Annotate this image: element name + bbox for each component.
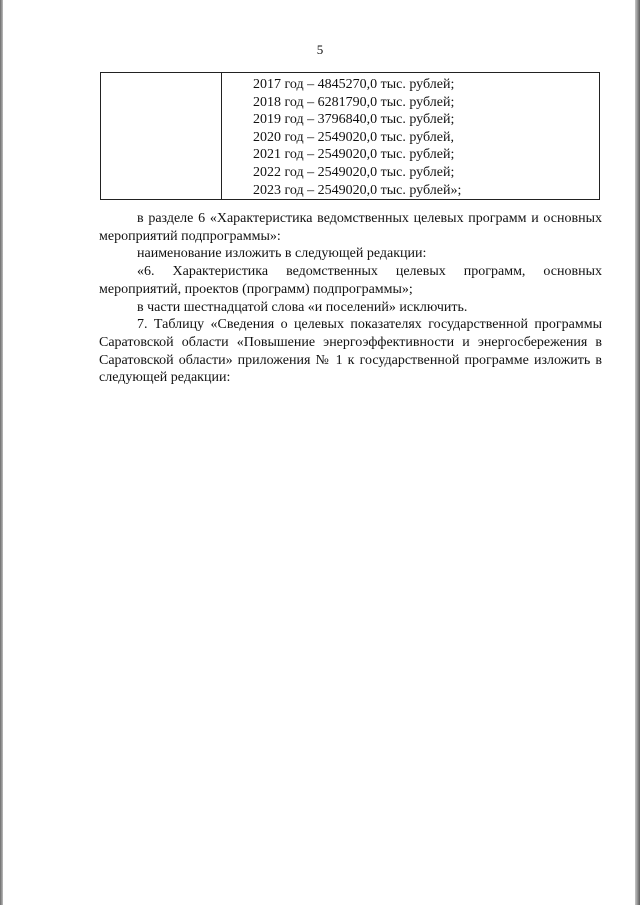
paragraph-section-6: в разделе 6 «Характеристика ведомственных целевых программ и основных мероприятий подпрограммы»: [99,211,602,244]
budget-line-2020: 2020 год – 2549020,0 тыс. рублей, [253,129,454,145]
document-body [99,210,602,387]
budget-line-2022: 2022 год – 2549020,0 тыс. рублей; [253,164,455,180]
budget-line-2021: 2021 год – 2549020,0 тыс. рублей; [253,147,455,163]
table-cell-label [101,73,222,200]
paragraph-rename-instruction: наименование изложить в следующей редакции: [137,246,427,262]
scan-edge-right [635,0,640,905]
budget-table [100,72,600,200]
budget-line-2023: 2023 год – 2549020,0 тыс. рублей»; [253,182,462,198]
paragraph-item-7: 7. Таблицу «Сведения о целевых показателях государственной программы Саратовской области «Повышение энергоэффективности и энергосбережения в Саратовской области» приложения № 1 к государственной программе изложить в следующей редакции: [99,317,602,386]
table-row [101,73,600,200]
budget-line-2018: 2018 год – 6281790,0 тыс. рублей; [253,94,455,110]
budget-line-2017: 2017 год – 4845270,0 тыс. рублей; [253,77,455,92]
paragraph-new-title: «6. Характеристика ведомственных целевых программ, основных мероприятий, проектов (программ) подпрограммы»; [99,264,602,297]
scan-edge-left [0,0,3,905]
paragraph-part-16: в части шестнадцатой слова «и поселений» исключить. [137,299,468,315]
table-cell-values [222,73,600,200]
page-number: 5 [316,42,324,57]
budget-line-2019: 2019 год – 3796840,0 тыс. рублей; [253,112,455,128]
